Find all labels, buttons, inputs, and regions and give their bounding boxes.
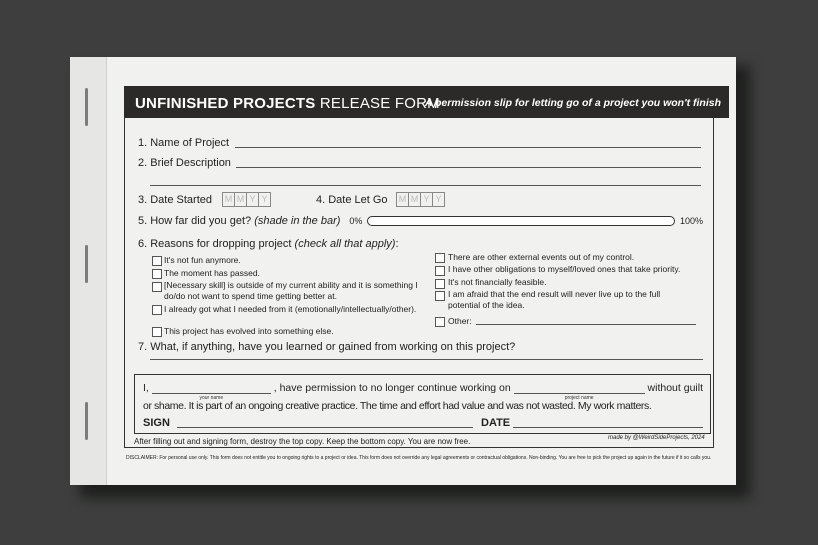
reason-checkbox[interactable] xyxy=(435,291,445,301)
reason-label: The moment has passed. xyxy=(164,268,260,278)
progress-bar[interactable] xyxy=(367,216,675,226)
description-field[interactable] xyxy=(236,167,701,168)
progress-min: 0% xyxy=(349,216,363,226)
learned-field[interactable] xyxy=(150,359,703,360)
reason-checkbox[interactable] xyxy=(435,317,445,327)
instruction-text: After filling out and signing form, destroy the top copy. Keep the bottom copy. You are now free. xyxy=(134,437,471,446)
reason-checkbox[interactable] xyxy=(435,279,445,289)
credit-text: made by @WeirdSideProjects, 2024 xyxy=(608,435,705,441)
reason-label: Other: xyxy=(448,316,472,326)
year-box[interactable]: Y xyxy=(420,192,433,207)
reason-label: I already got what I needed from it (emotionally/intellectually/other). xyxy=(164,304,417,314)
date-started-boxes[interactable] xyxy=(222,192,270,207)
name-field[interactable] xyxy=(235,147,701,148)
reason-checkbox[interactable] xyxy=(435,266,445,276)
description-label: 2. Brief Description xyxy=(138,157,231,169)
reason-label: I am afraid that the end result will never live up to the full potential of the idea. xyxy=(448,289,661,310)
progress-label: 5. How far did you get? (shade in the bar) xyxy=(138,215,341,227)
staple xyxy=(85,88,88,126)
month-box[interactable]: M xyxy=(396,192,409,207)
date-let-go-label: 4. Date Let Go xyxy=(316,194,388,206)
reason-checkbox[interactable] xyxy=(152,269,162,279)
date-let-go-boxes[interactable] xyxy=(396,192,444,207)
month-box[interactable]: M xyxy=(408,192,421,207)
form-subtitle: A permission slip for letting go of a project you won't finish xyxy=(424,97,721,109)
learned-label: 7. What, if anything, have you learned or gained from working on this project? xyxy=(138,341,516,353)
form-header xyxy=(124,86,729,118)
release-text: I, xyxy=(143,382,149,394)
reasons-label: 6. Reasons for dropping project (check all that apply): xyxy=(138,238,399,250)
project-name-field[interactable] xyxy=(514,382,645,401)
year-box[interactable]: Y xyxy=(246,192,259,207)
reason-checkbox[interactable] xyxy=(152,282,162,292)
form-title: UNFINISHED PROJECTS RELEASE FORM xyxy=(135,95,440,112)
your-name-field[interactable] xyxy=(152,382,271,401)
sign-date-field[interactable] xyxy=(513,427,703,428)
staple xyxy=(85,402,88,440)
progress-max: 100% xyxy=(679,216,703,226)
reason-checkbox[interactable] xyxy=(152,305,162,315)
month-box[interactable]: M xyxy=(234,192,247,207)
reason-label: I have other obligations to myself/loved ones that take priority. xyxy=(448,264,681,274)
reason-label: It's not financially feasible. xyxy=(448,277,547,287)
year-box[interactable]: Y xyxy=(432,192,445,207)
release-line-1 xyxy=(143,382,703,401)
sign-label: SIGN xyxy=(143,417,170,429)
signature-field[interactable] xyxy=(177,427,473,428)
progress-row xyxy=(138,215,703,227)
name-label: 1. Name of Project xyxy=(138,137,230,149)
reason-label: There are other external events out of my control. xyxy=(448,252,635,262)
reason-checkbox[interactable] xyxy=(435,253,445,263)
year-box[interactable]: Y xyxy=(258,192,271,207)
project-name-caption: project name xyxy=(564,395,594,401)
release-text: , have permission to no longer continue working on xyxy=(273,382,511,394)
reason-checkbox[interactable] xyxy=(152,327,162,337)
reason-label: This project has evolved into something else. xyxy=(164,326,334,336)
month-box[interactable]: M xyxy=(222,192,235,207)
binding-strip xyxy=(70,57,107,485)
description-field-line2[interactable] xyxy=(150,185,701,186)
release-text: without guilt xyxy=(647,382,703,394)
date-label: DATE xyxy=(481,417,511,429)
date-started-label: 3. Date Started xyxy=(138,194,212,206)
other-reason-field[interactable] xyxy=(476,324,696,325)
release-text: or shame. It is part of an ongoing creative practice. The time and effort had value and was not wasted. My work matters. xyxy=(143,400,652,412)
disclaimer-text: DISCLAIMER: For personal use only. This form does not entitle you to ongoing rights to a project or idea. This form does not override any legal agreements or contractual obligations. Non-binding. You are free to pick the project up again in the future if it so calls you. xyxy=(126,455,712,461)
your-name-caption: your name xyxy=(199,395,224,401)
reason-label: [Necessary skill] is outside of my current ability and it is something I do/do not want to spend time getting better at. xyxy=(164,280,418,301)
reason-checkbox[interactable] xyxy=(152,256,162,266)
staple xyxy=(85,245,88,283)
reason-label: It's not fun anymore. xyxy=(164,255,241,265)
